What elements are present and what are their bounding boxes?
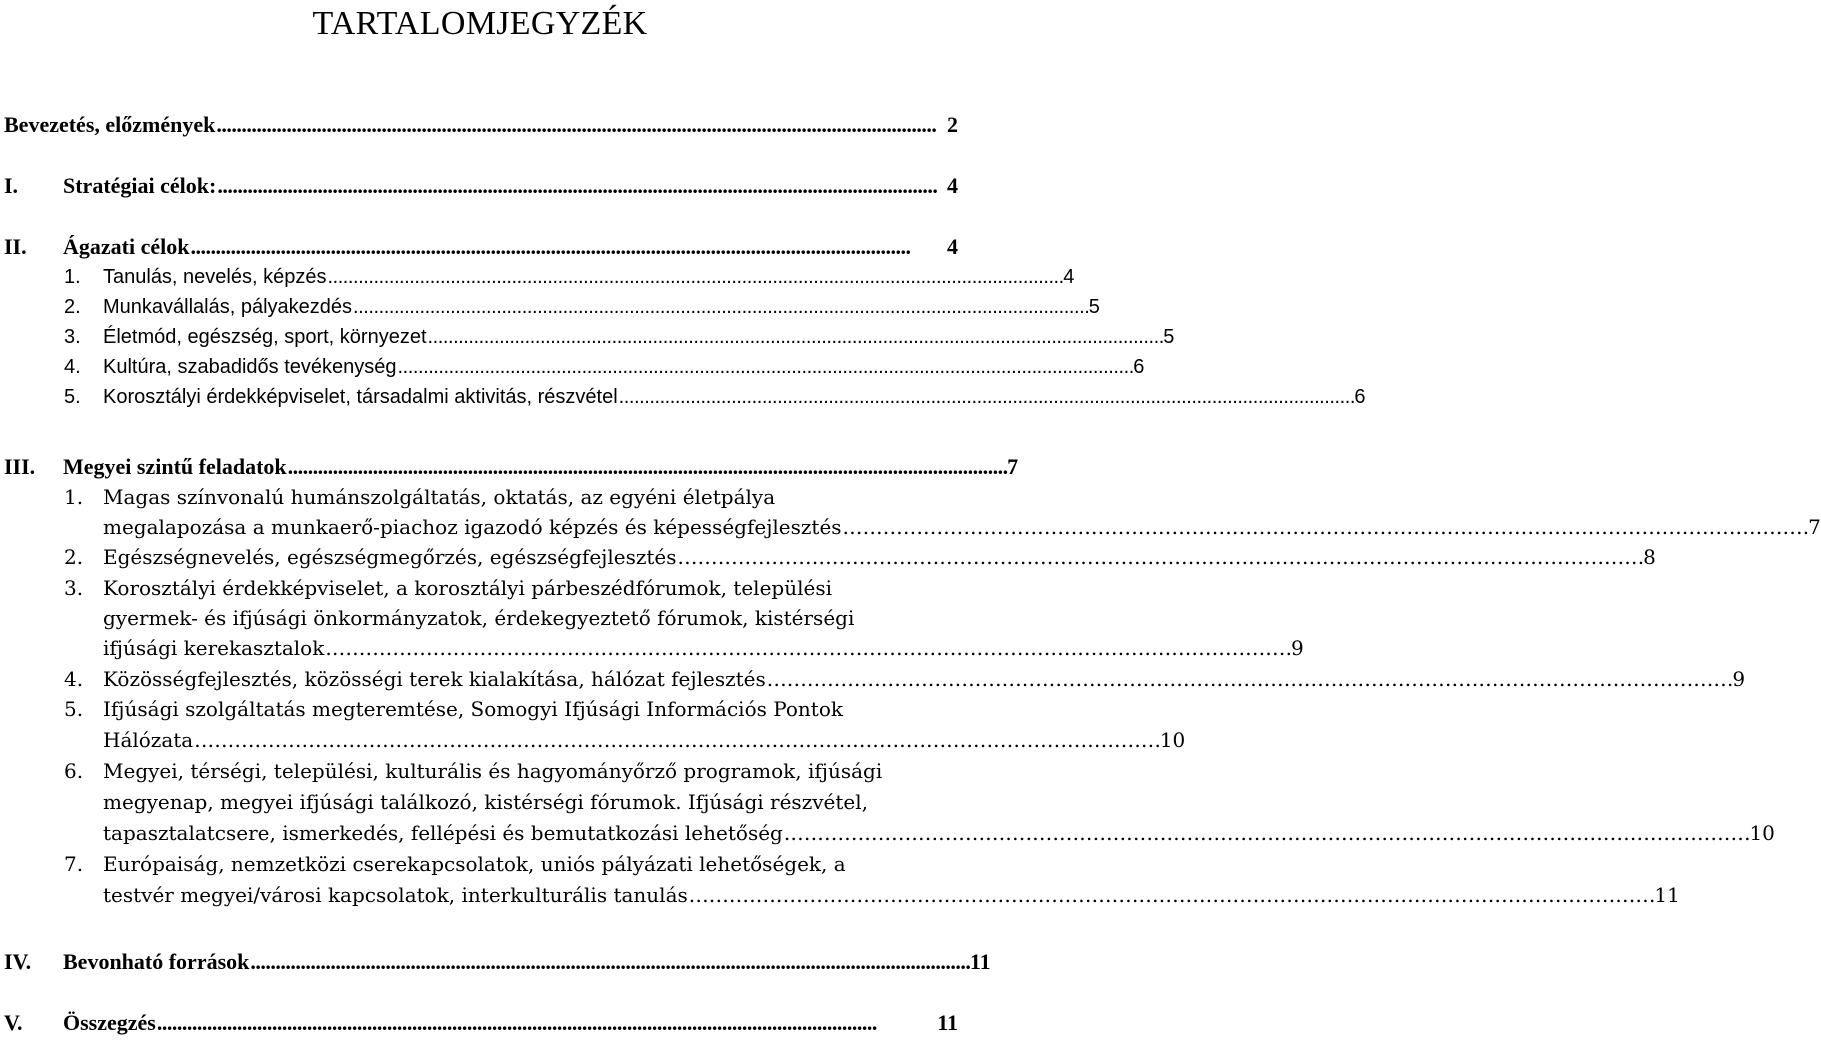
toc-entry-number: II. — [4, 234, 27, 259]
toc-entry-iii-5-continued[interactable] — [0, 725, 1186, 755]
toc-entry-text: Tanulás, nevelés, képzés — [103, 266, 327, 288]
toc-page-number: 2 — [947, 112, 958, 137]
toc-entry-introduction[interactable] — [0, 110, 958, 140]
toc-entry-text: Bevonható források — [63, 949, 250, 974]
toc-entry-iii-1-continued[interactable] — [0, 512, 1821, 542]
toc-page-number: 11 — [937, 1010, 958, 1035]
toc-entry-number: 2. — [64, 296, 81, 318]
toc-entry-ii-2[interactable] — [0, 292, 1100, 322]
toc-entry-number: 1. — [64, 266, 81, 288]
toc-entry-number: 4. — [64, 356, 81, 378]
toc-entry-iii-2[interactable] — [0, 542, 1656, 572]
toc-entry-text: testvér megyei/városi kapcsolatok, interkulturális tanulás — [103, 883, 688, 907]
toc-entry-text: Bevezetés, előzmények — [4, 112, 216, 137]
toc-entry-text: Ágazati célok — [63, 234, 190, 259]
toc-entry-iii-6-continued[interactable] — [0, 818, 1775, 848]
toc-entry-text: Korosztályi érdekképviselet, társadalmi aktivitás, részvétel — [103, 386, 618, 408]
toc-entry-number: I. — [4, 173, 19, 198]
toc-entry-number: 7. — [64, 852, 84, 876]
toc-entry-ii-5[interactable] — [0, 382, 1366, 412]
toc-page-number: 4 — [1063, 266, 1075, 288]
toc-entry-iii-7[interactable] — [0, 849, 958, 879]
toc-page-number: 5 — [1088, 296, 1100, 318]
toc-leader-dots — [157, 1008, 935, 1038]
toc-entry-iii-3-continued[interactable] — [0, 603, 958, 633]
toc-entry-iii-4[interactable] — [0, 664, 1746, 694]
toc-page-number: 8 — [1643, 545, 1656, 569]
toc-entry-section-iv[interactable] — [0, 947, 991, 977]
toc-entry-ii-1[interactable] — [0, 262, 1075, 292]
toc-entry-number: 6. — [64, 759, 84, 783]
toc-page-number: 9 — [1732, 667, 1746, 691]
toc-page-number: 6 — [1354, 386, 1366, 408]
toc-entry-number: 3. — [64, 326, 81, 348]
toc-entry-number: 2. — [64, 545, 84, 569]
toc-page-number: 7 — [1007, 454, 1019, 479]
toc-entry-number: 5. — [64, 697, 84, 721]
toc-entry-ii-4[interactable] — [0, 352, 1145, 382]
toc-entry-number: IV. — [4, 949, 32, 974]
toc-entry-text: megyenap, megyei ifjúsági találkozó, kistérségi fórumok. Ifjúsági részvétel, — [103, 790, 868, 814]
toc-entry-text: Megyei, térségi, települési, kulturális és hagyományőrző programok, ifjúsági — [103, 759, 883, 783]
toc-leader-dots — [428, 322, 1162, 352]
toc-entry-text: Munkavállalás, pályakezdés — [103, 296, 353, 318]
toc-entry-iii-7-continued[interactable] — [0, 880, 1680, 910]
toc-entry-text: Hálózata — [103, 728, 194, 752]
toc-entry-number: III. — [4, 454, 36, 479]
toc-entry-section-ii[interactable] — [0, 232, 958, 262]
toc-page-number: 4 — [947, 234, 958, 259]
toc-leader-dots — [619, 382, 1353, 412]
toc-page-number: 9 — [1290, 636, 1304, 660]
toc-entry-number: 5. — [64, 386, 81, 408]
toc-entry-ii-3[interactable] — [0, 322, 1175, 352]
toc-page-number: 10 — [1159, 728, 1186, 752]
toc-entry-text: Közösségfejlesztés, közösségi terek kialakítása, hálózat fejlesztés — [103, 667, 766, 691]
toc-leader-dots — [194, 725, 1158, 755]
toc-entry-number: 1. — [64, 485, 84, 509]
toc-entry-section-iii[interactable] — [0, 452, 1019, 482]
page-title: TARTALOMJEGYZÉK — [312, 5, 648, 42]
toc-leader-dots — [288, 452, 1006, 482]
toc-entry-text: megalapozása a munkaerő-piachoz igazodó képzés és képességfejlesztés — [103, 515, 842, 539]
toc-entry-text: ifjúsági kerekasztalok — [103, 636, 325, 660]
toc-page-number: 6 — [1133, 356, 1145, 378]
toc-leader-dots — [325, 633, 1289, 663]
toc-leader-dots — [190, 232, 945, 262]
toc-leader-dots — [398, 352, 1132, 382]
toc-entry-text: Stratégiai célok: — [63, 173, 217, 198]
toc-entry-section-i[interactable] — [0, 171, 958, 201]
toc-entry-text: Korosztályi érdekképviselet, a korosztályi párbeszédfórumok, települési — [103, 576, 832, 600]
toc-entry-text: Megyei szintű feladatok — [63, 454, 287, 479]
toc-entry-iii-6[interactable] — [0, 756, 958, 786]
toc-page-number: 11 — [969, 949, 991, 974]
toc-entry-text: Ifjúsági szolgáltatás megteremtése, Somogyi Ifjúsági Információs Pontok — [103, 697, 843, 721]
toc-entry-iii-6-continued[interactable] — [0, 787, 958, 817]
toc-leader-dots — [353, 292, 1087, 322]
toc-entry-iii-5[interactable] — [0, 694, 958, 724]
toc-entry-text: gyermek- és ifjúsági önkormányzatok, érdekegyeztető fórumok, kistérségi — [103, 606, 855, 630]
toc-entry-section-v[interactable] — [0, 1008, 958, 1038]
toc-page-number: 7 — [1808, 515, 1821, 539]
toc-entry-iii-3-continued[interactable] — [0, 633, 1304, 663]
toc-entry-text: Egészségnevelés, egészségmegőrzés, egészségfejlesztés — [103, 545, 677, 569]
toc-page-number: 5 — [1163, 326, 1175, 348]
toc-entry-text: Összegzés — [63, 1010, 156, 1035]
toc-leader-dots — [216, 110, 945, 140]
toc-leader-dots — [678, 542, 1642, 572]
toc-leader-dots — [250, 947, 968, 977]
toc-entry-iii-3[interactable] — [0, 573, 958, 603]
toc-entry-number: 4. — [64, 667, 84, 691]
toc-leader-dots — [784, 818, 1748, 848]
toc-page-number: 10 — [1749, 821, 1775, 845]
toc-leader-dots — [843, 512, 1807, 542]
toc-entry-number: V. — [4, 1010, 23, 1035]
toc-entry-text: Magas színvonalú humánszolgáltatás, oktatás, az egyéni életpálya — [103, 485, 776, 509]
toc-entry-iii-1[interactable] — [0, 482, 958, 512]
toc-entry-text: Kultúra, szabadidős tevékenység — [103, 356, 397, 378]
toc-leader-dots — [217, 171, 945, 201]
toc-leader-dots — [689, 880, 1653, 910]
toc-page-number: 11 — [1654, 883, 1680, 907]
toc-page-number: 4 — [947, 173, 958, 198]
toc-entry-text: tapasztalatcsere, ismerkedés, fellépési és bemutatkozási lehetőség — [103, 821, 783, 845]
toc-leader-dots — [767, 664, 1731, 694]
toc-entry-text: Európaiság, nemzetközi cserekapcsolatok, uniós pályázati lehetőségek, a — [103, 852, 846, 876]
toc-entry-number: 3. — [64, 576, 84, 600]
toc-entry-text: Életmód, egészség, sport, környezet — [103, 326, 427, 348]
toc-leader-dots — [327, 262, 1061, 292]
